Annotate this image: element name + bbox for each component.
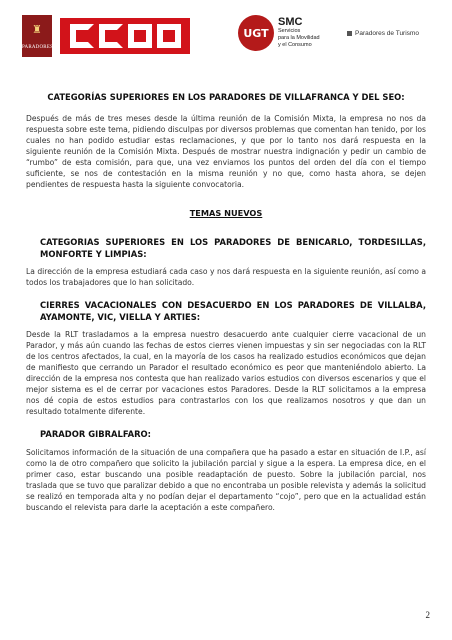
paradores-logo	[22, 15, 52, 57]
section-title-gibralfaro: PARADOR GIBRALFARO:	[40, 429, 152, 439]
ccoo-logo-letters	[60, 18, 190, 54]
intro-paragraph: Después de más de tres meses desde la última reunión de la Comisión Mixta, la empresa no nos da respuesta sobre este tema, pidiendo disculpas por diversos problemas que comentan han tenido, por los cuales no han podido estudiar estas reclamaciones, y que por lo tanto nos dará respuesta en la siguiente reunión de la Comisión Mixta. Después de mostrar nuestra indignación y pedir un cambio de “rumbo” de esta comisión, para que, una vez enviamos los puntos del orden del día con el tiempo suficiente, se nos de contestación en la misma reunión y no que, como hasta ahora, se dejen pendientes de respuesta hasta la siguiente convocatoria.	[26, 114, 426, 189]
paradores-logo-text: PARADORES	[22, 45, 54, 50]
document-body	[26, 92, 426, 513]
page-header	[12, 12, 440, 62]
ccoo-letter-c2	[99, 24, 123, 48]
ccoo-letter-c1	[70, 24, 94, 48]
spacer	[26, 288, 426, 300]
crest-icon: ♜	[32, 23, 42, 36]
ccoo-letter-o1	[128, 24, 152, 48]
page-number: 2	[425, 610, 430, 620]
paradores-turismo-label	[347, 30, 419, 37]
ccoo-logo	[60, 18, 190, 54]
section-body-cierres: Desde la RLT trasladamos a la empresa nuestro desacuerdo ante cualquier cierre vacacional de un Parador, y más aún cuando las fechas de estos cierres vienen impuestas y sin ser negociadas con la RLT de los centros afectados, la cual, en la mayoría de los casos ha realizado estudios económicos que dejan de manifiesto que cerrando un Parador el resultado económico es peor que manteniéndolo abierto. La dirección de la empresa nos contesta que han realizado varios estudios con diversos escenarios y que el mejor sistema es el de cerrar por vacaciones estos Paradores. Desde la RLT solicitamos a la empresa nos dé copia de estos estudios para contrastarlos con los que realizamos nosotros y que dan un resultado totalmente diferente.	[26, 330, 426, 416]
ugt-logo: UGT	[238, 15, 274, 51]
spacer	[26, 417, 426, 429]
square-icon	[347, 31, 352, 36]
section-title-cierres: CIERRES VACACIONALES CON DESACUERDO EN LOS PARADORES DE VILLALBA, AYAMONTE, VIC, VIELLA Y ARTIES:	[40, 300, 426, 322]
smc-line-1: Servicios	[278, 28, 301, 34]
smc-line-2: para la Movilidad	[278, 35, 320, 41]
smc-title: SMC	[278, 16, 303, 28]
section-body-gibralfaro: Solicitamos información de la situación de una compañera que ha pasado a estar en situación de I.P., así como la de otro compañero que solicito la jubilación parcial y sigue a la espera. La empresa dice, en el primer caso, estar buscando una posible readaptación de puesto. Sobre la jubilación parcial, nos traslada que se tuvo que paralizar debido a que no encontraba un posible relevista y además la solicitud se realizó en temporada alta y no podían dejar el departamento “cojo”, pero que en la actualidad están buscando el relevista para darle la aceptación a este compañero.	[26, 447, 426, 512]
paradores-turismo-text: Paradores de Turismo	[355, 30, 419, 37]
ccoo-letter-o2	[157, 24, 181, 48]
section-title-benicarlo: CATEGORIAS SUPERIORES EN LOS PARADORES DE BENICARLO, TORDESILLAS, MONFORTE Y LIMPIAS:	[40, 237, 426, 259]
temas-nuevos-heading: TEMAS NUEVOS	[189, 208, 263, 218]
main-title: CATEGORÍAS SUPERIORES EN LOS PARADORES DE VILLAFRANCA Y DEL SEO:	[47, 92, 405, 102]
smc-line-3: y el Consumo	[278, 42, 312, 48]
section-body-benicarlo: La dirección de la empresa estudiará cada caso y nos dará respuesta en la siguiente reunión, así como a todos los trabajadores que lo han solicitado.	[26, 267, 426, 287]
